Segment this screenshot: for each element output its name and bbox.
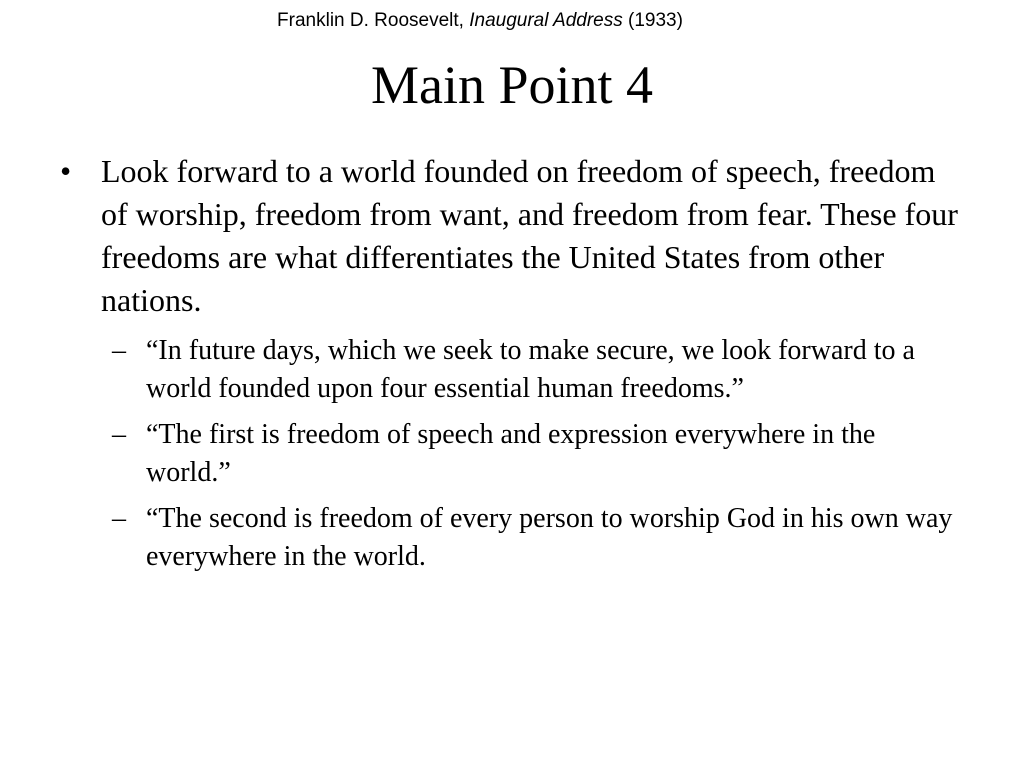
dash-icon: – [112,335,126,366]
quote-item [60,332,960,408]
citation-work-title: Inaugural Address [469,10,623,31]
citation-author: Franklin D. Roosevelt, [277,10,464,31]
citation-year: (1933) [628,10,683,31]
dash-icon: – [112,503,126,534]
quote-text: “The second is freedom of every person to worship God in his own way everywhere in the world. [146,503,953,572]
quote-item [60,500,960,576]
quote-item [60,416,960,492]
slide-title: Main Point 4 [370,55,654,115]
quote-text: “In future days, which we seek to make secure, we look forward to a world founded upon four essential human freedoms.” [146,335,915,404]
quote-text: “The first is freedom of speech and expression everywhere in the world.” [146,419,876,488]
main-bullet-text: Look forward to a world founded on freedom of speech, freedom of worship, freedom from want, and freedom from fear. These four freedoms are what differentiates the United States from other nations. [101,153,958,318]
main-bullet [60,150,960,322]
dash-icon: – [112,419,126,450]
bullet-icon: • [60,153,72,189]
source-citation [0,8,960,34]
slide-body [60,150,960,584]
quote-list [60,332,960,576]
